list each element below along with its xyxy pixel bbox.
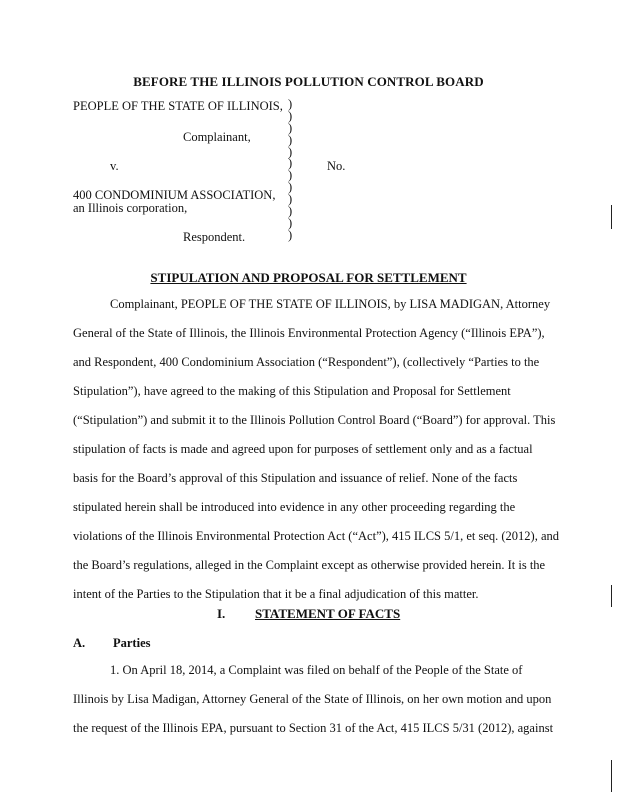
section-number: I. (217, 606, 226, 621)
caption-paren: ) (288, 144, 293, 159)
para1-line: the request of the Illinois EPA, pursuant to Section 31 of the Act, 415 ILCS 5/31 (2012), against (73, 721, 554, 735)
intro-line: and Respondent, 400 Condominium Association (“Respondent”), (collectively “Parties to the (73, 355, 540, 369)
intro-line: Stipulation”), have agreed to the making of this Stipulation and Proposal for Settlement (73, 384, 511, 398)
scan-margin-mark (611, 585, 612, 607)
stipulation-title: STIPULATION AND PROPOSAL FOR SETTLEMENT (150, 270, 467, 285)
subsection-title: Parties (113, 636, 151, 650)
intro-line: violations of the Illinois Environmental Protection Act (“Act”), 415 ILCS 5/1, et seq. (2012), and (73, 529, 560, 543)
para1-line: 1. On April 18, 2014, a Complaint was filed on behalf of the People of the State of (110, 663, 523, 677)
para1-line: Illinois by Lisa Madigan, Attorney General of the State of Illinois, on her own motion and upon (73, 692, 552, 706)
caption-paren: ) (288, 156, 293, 171)
versus: v. (110, 159, 119, 173)
scan-margin-mark (611, 205, 612, 229)
intro-line: General of the State of Illinois, the Illinois Environmental Protection Agency (“Illinois EPA”), (73, 326, 545, 340)
caption-paren: ) (288, 227, 293, 242)
defendant-name: 400 CONDOMINIUM ASSOCIATION, (73, 188, 276, 202)
caption-paren: ) (288, 215, 293, 230)
case-number-label: No. (327, 159, 346, 173)
defendant-role: Respondent. (183, 230, 246, 244)
intro-line: Complainant, PEOPLE OF THE STATE OF ILLINOIS, by LISA MADIGAN, Attorney (110, 297, 551, 311)
caption-paren: ) (288, 120, 293, 135)
caption-parentheses (288, 99, 292, 242)
caption-paren: ) (288, 108, 293, 123)
caption-paren: ) (288, 204, 293, 219)
defendant-description: an Illinois corporation, (73, 201, 188, 215)
intro-line: stipulation of facts is made and agreed upon for purposes of settlement only and as a factual (73, 442, 533, 456)
board-title: BEFORE THE ILLINOIS POLLUTION CONTROL BOARD (133, 74, 484, 89)
intro-line: basis for the Board’s approval of this Stipulation and issuance of relief. None of the facts (73, 471, 518, 485)
caption-paren: ) (288, 180, 293, 195)
plaintiff-role: Complainant, (183, 130, 251, 144)
intro-line: the Board’s regulations, alleged in the Complaint except as otherwise provided herein. It is the (73, 558, 546, 572)
section-title: STATEMENT OF FACTS (255, 606, 401, 621)
intro-line: stipulated herein shall be introduced into evidence in any other proceeding regarding the (73, 500, 516, 514)
caption-paren: ) (288, 132, 293, 147)
caption-paren: ) (288, 97, 293, 111)
plaintiff-name: PEOPLE OF THE STATE OF ILLINOIS, (73, 99, 283, 113)
scan-margin-mark (611, 760, 612, 792)
caption-paren: ) (288, 192, 293, 207)
caption-paren: ) (288, 168, 293, 183)
intro-line: (“Stipulation”) and submit it to the Illinois Pollution Control Board (“Board”) for approval. This (73, 413, 556, 427)
subsection-label: A. (73, 636, 86, 650)
intro-line: intent of the Parties to the Stipulation that it be a final adjudication of this matter. (73, 587, 479, 601)
